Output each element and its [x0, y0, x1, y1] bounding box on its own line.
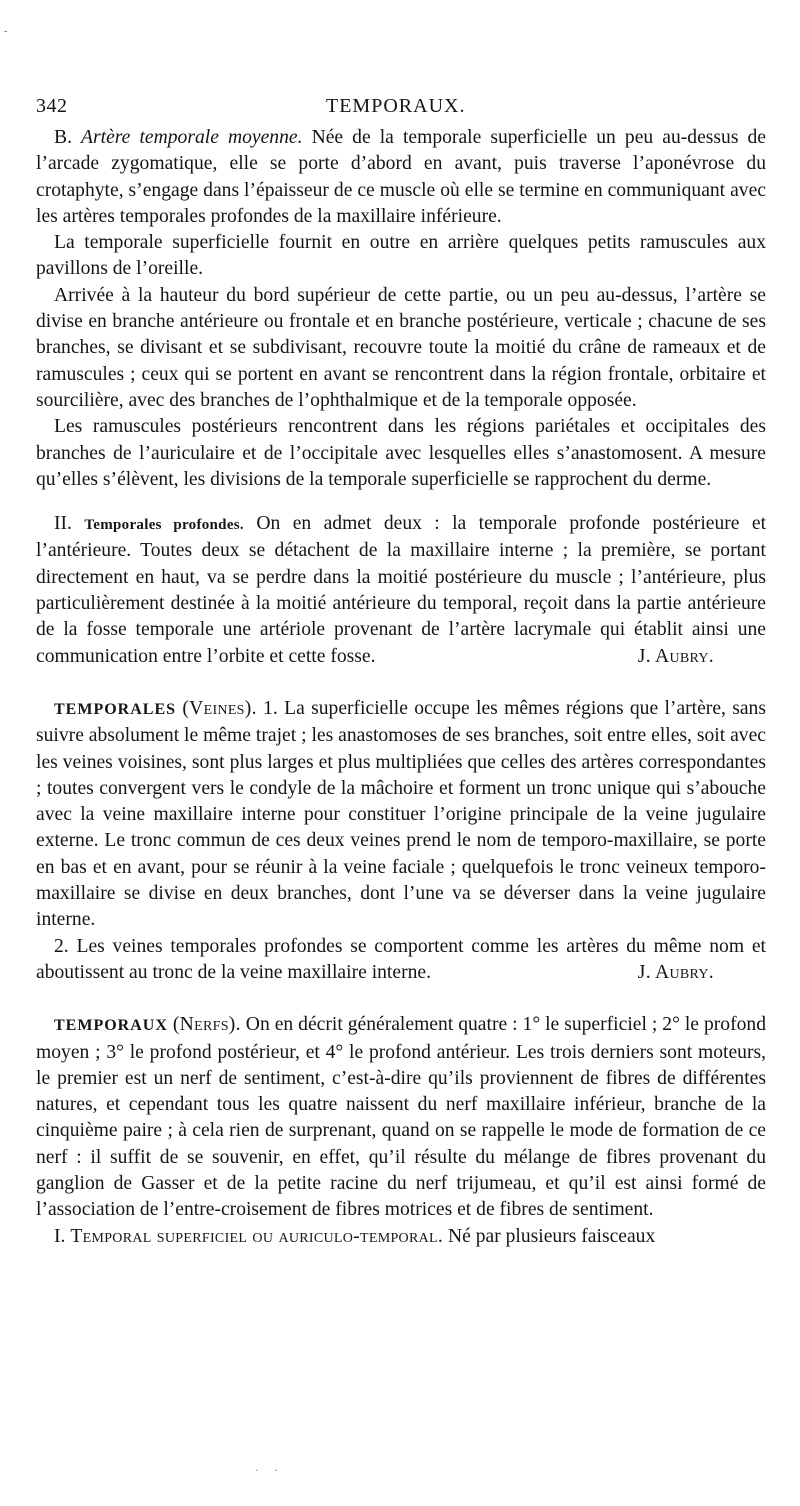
running-title: TEMPORAUX. — [326, 95, 466, 117]
paragraph-temporal-superficiel — [36, 1224, 766, 1250]
section-label: B. — [54, 127, 72, 148]
author-signature: J. Aubry. — [637, 645, 714, 667]
paragraph-text: Né par plusieurs faisceaux — [447, 1225, 656, 1247]
author-signature: J. Aubry. — [637, 961, 714, 983]
entry-subheading: (Nerfs). — [172, 1014, 241, 1036]
page-header — [36, 95, 766, 125]
paragraph-temporales-veines — [36, 696, 766, 934]
page-specks: · · — [255, 1463, 284, 1477]
paragraph-temporaux-nerfs — [36, 1012, 766, 1223]
section-title: Temporales profondes. — [84, 517, 244, 534]
paragraph-text: Née de la temporale superficielle un peu au-dessus de l’arcade zygomatique, elle se porte d’abord en avant, puis traverse l’aponévrose du crotaphyte, s’engage dans l’épaisseur de ce muscle où elle se termine en communiquant avec les artères temporales profondes de la maxillaire inférieure. — [36, 127, 766, 227]
paragraph-text: Les veines temporales profondes se comportent comme les artères du même nom et aboutissent au tronc de la veine maxillaire interne. — [36, 935, 767, 983]
section-title: Temporal superficiel ou auriculo-temporal. — [70, 1225, 444, 1247]
entry-heading: TEMPORAUX — [54, 1017, 168, 1035]
margin-mark: - — [4, 26, 8, 37]
section-title: Artère temporale moyenne. — [81, 127, 303, 148]
paragraph-artere-temporale-moyenne — [36, 125, 766, 230]
page — [36, 95, 766, 1250]
item-number: 1. — [263, 697, 278, 719]
section-label: I. — [54, 1225, 66, 1247]
paragraph-text: La superficielle occupe les mêmes régions que l’artère, sans suivre absolument le même trajet ; les anastomoses de ses branches, soit entre elles, soit avec les veines voisines, sont plus larges et plus multipliées que celles des artères correspondantes ; toutes convergent vers le condyle de la mâchoire et forment un tronc unique qui s’abouche avec la veine maxillaire interne pour constituer l’origine principale de la veine jugulaire externe. Le tronc commun de ces deux veines prend le nom de temporo-maxillaire, se porte en bas et en avant, pour se réunir à la veine faciale ; quelquefois le tronc veineux temporo-maxillaire se divise en deux branches, dont l’une va se déverser dans la veine jugulaire interne. — [36, 697, 766, 931]
section-label: II. — [54, 513, 72, 535]
paragraph-ramuscules: La temporale superficielle fournit en outre en arrière quelques petits ramuscules aux pavillons de l’oreille. — [36, 232, 766, 280]
paragraph-ramuscules-posterieurs: Les ramuscules postérieurs rencontrent dans les régions pariétales et occipitales des branches de l’auriculaire et de l’occipitale avec lesquelles elles s’anastomosent. A mesure qu’elles s’élèvent, les divisions de la temporale superficielle se rapprochent du derme. — [36, 416, 766, 490]
paragraph-temporales-profondes — [36, 511, 766, 670]
paragraph-veines-profondes — [36, 934, 766, 987]
paragraph-arrivee: Arrivée à la hauteur du bord supérieur de cette partie, ou un peu au-dessus, l’artère se divise en branche antérieure ou frontale et en branche postérieure, verticale ; chacune de ses branches, se divisant et se subdivisant, recouvre toute la moitié du crâne de rameaux et de ramuscules ; ceux qui se portent en avant se rencontrent dans la région frontale, orbitaire et sourcilière, avec des branches de l’ophthalmique et de la temporale opposée. — [36, 284, 766, 411]
entry-heading: TEMPORALES — [54, 700, 177, 718]
paragraph-text: On en admet deux : la temporale profonde postérieure et l’antérieure. Toutes deux se détachent de la maxillaire interne ; la première, se portant directement en haut, va se perdre dans la moitié postérieure du muscle ; l’antérieure, plus particulièrement destinée à la moitié antérieure du temporal, reçoit dans la partie antérieure de la fosse temporale une artériole provenant de l’artère lacrymale qui établit ainsi une communication entre l’orbite et cette fosse. — [36, 513, 767, 667]
item-number: 2. — [54, 935, 69, 957]
entry-subheading: (Veines). — [182, 697, 257, 719]
page-number: 342 — [36, 95, 68, 117]
paragraph-text: On en décrit généralement quatre : 1° le superficiel ; 2° le profond moyen ; 3° le profond postérieur, et 4° le profond antérieur. Les trois derniers sont moteurs, le premier est un nerf de sentiment, c’est-à-dire qu’ils proviennent de fibres de différentes natures, et cependant tous les quatre naissent du nerf maxillaire inférieur, branche de la cinquième paire ; à cela rien de surprenant, quand on se rappelle le mode de formation de ce nerf : il suffit de se souvenir, en effet, qu’il résulte du mélange de fibres provenant du ganglion de Gasser et de la petite racine du nerf trijumeau, et qu’il est ainsi formé de l’association de l’entre-croisement de fibres motrices et de fibres de sentiment. — [36, 1014, 766, 1221]
